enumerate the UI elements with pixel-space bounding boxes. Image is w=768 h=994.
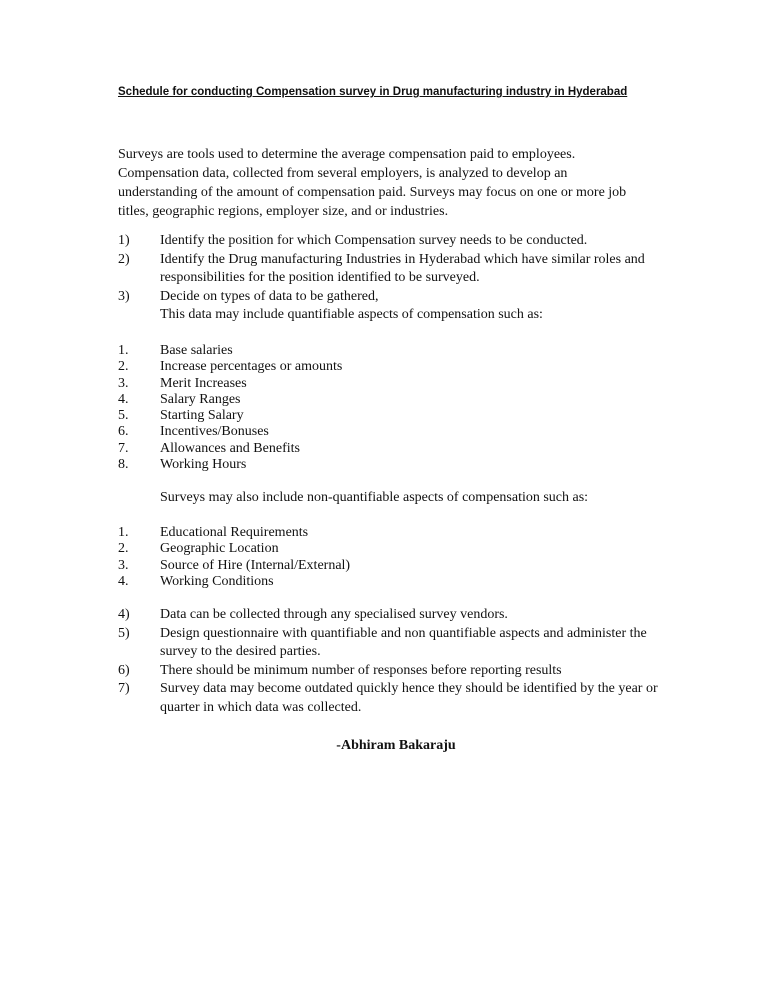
step-text: Identify the Drug manufacturing Industries in Hyderabad which have similar roles and responsibilities for the position identified to be surveyed. — [160, 251, 645, 285]
list-number: 1. — [118, 525, 129, 540]
step-item — [118, 251, 658, 288]
list-item — [118, 359, 342, 375]
step-item — [118, 680, 658, 717]
step-text: Identify the position for which Compensation survey needs to be conducted. — [160, 233, 588, 248]
step-number: 5) — [118, 625, 130, 641]
list-item — [118, 424, 342, 440]
step-item — [118, 662, 658, 681]
list-text: Working Conditions — [160, 573, 274, 589]
nonquantifiable-note: Surveys may also include non-quantifiable aspects of compensation such as: — [160, 490, 589, 505]
step-number: 6) — [118, 662, 130, 678]
list-number: 3. — [118, 557, 129, 573]
list-text: Educational Requirements — [160, 525, 309, 540]
list-number: 6. — [118, 424, 129, 440]
list-text: Base salaries — [160, 343, 233, 358]
step-body — [160, 288, 658, 325]
step-item — [118, 606, 658, 625]
step-text: Design questionnaire with quantifiable and non quantifiable aspects and administer the survey to the desired parties. — [160, 625, 647, 659]
list-text: Merit Increases — [160, 375, 247, 391]
step-number: 4) — [118, 607, 130, 622]
step-item — [118, 288, 658, 325]
list-number: 5. — [118, 408, 129, 424]
list-text: Allowances and Benefits — [160, 440, 300, 456]
step-text: There should be minimum number of responses before reporting results — [160, 662, 562, 678]
list-text: Increase percentages or amounts — [160, 359, 343, 375]
steps-list-a — [118, 232, 658, 325]
list-item — [118, 457, 342, 473]
list-number: 2. — [118, 541, 129, 557]
step-number: 2) — [118, 251, 130, 267]
list-item — [118, 541, 350, 557]
step-subtext: This data may include quantifiable aspects of compensation such as: — [160, 307, 543, 322]
step-number: 3) — [118, 288, 130, 304]
step-text: Survey data may become outdated quickly hence they should be identified by the year or quarter in which data was collected. — [160, 681, 658, 715]
quantifiable-list — [118, 343, 342, 473]
step-text: Decide on types of data to be gathered, — [160, 288, 379, 304]
list-item — [118, 574, 350, 590]
list-item — [118, 343, 342, 359]
list-text: Incentives/Bonuses — [160, 424, 269, 440]
step-item — [118, 625, 658, 662]
list-text: Geographic Location — [160, 541, 279, 557]
list-text: Source of Hire (Internal/External) — [160, 557, 351, 573]
list-number: 4. — [118, 391, 129, 407]
list-item — [118, 392, 342, 408]
document-title: Schedule for conducting Compensation survey in Drug manufacturing industry in Hyderabad — [118, 86, 628, 98]
list-number: 7. — [118, 440, 129, 456]
list-item — [118, 376, 342, 392]
step-text: Data can be collected through any specialised survey vendors. — [160, 607, 508, 622]
step-item — [118, 232, 658, 251]
list-text: Starting Salary — [160, 408, 244, 424]
steps-list-b — [118, 606, 658, 717]
list-number: 3. — [118, 375, 129, 391]
list-item — [118, 441, 342, 457]
list-item — [118, 558, 350, 574]
list-number: 8. — [118, 457, 129, 473]
list-item — [118, 408, 342, 424]
author-signature: -Abhiram Bakaraju — [336, 738, 456, 753]
list-number: 2. — [118, 359, 129, 375]
intro-paragraph: Surveys are tools used to determine the average compensation paid to employees. Compensation data, collected from several employers, is analyzed to develop an understanding of the amount of compensation paid. Surveys may focus on one or more job titles, geographic regions, employer size, and or industries. — [118, 147, 627, 219]
step-number: 7) — [118, 681, 130, 696]
list-text: Salary Ranges — [160, 391, 241, 407]
step-number: 1) — [118, 233, 130, 248]
list-text: Working Hours — [160, 457, 247, 473]
list-number: 1. — [118, 343, 129, 358]
nonquantifiable-list — [118, 525, 350, 590]
list-item — [118, 525, 350, 541]
list-number: 4. — [118, 573, 129, 589]
